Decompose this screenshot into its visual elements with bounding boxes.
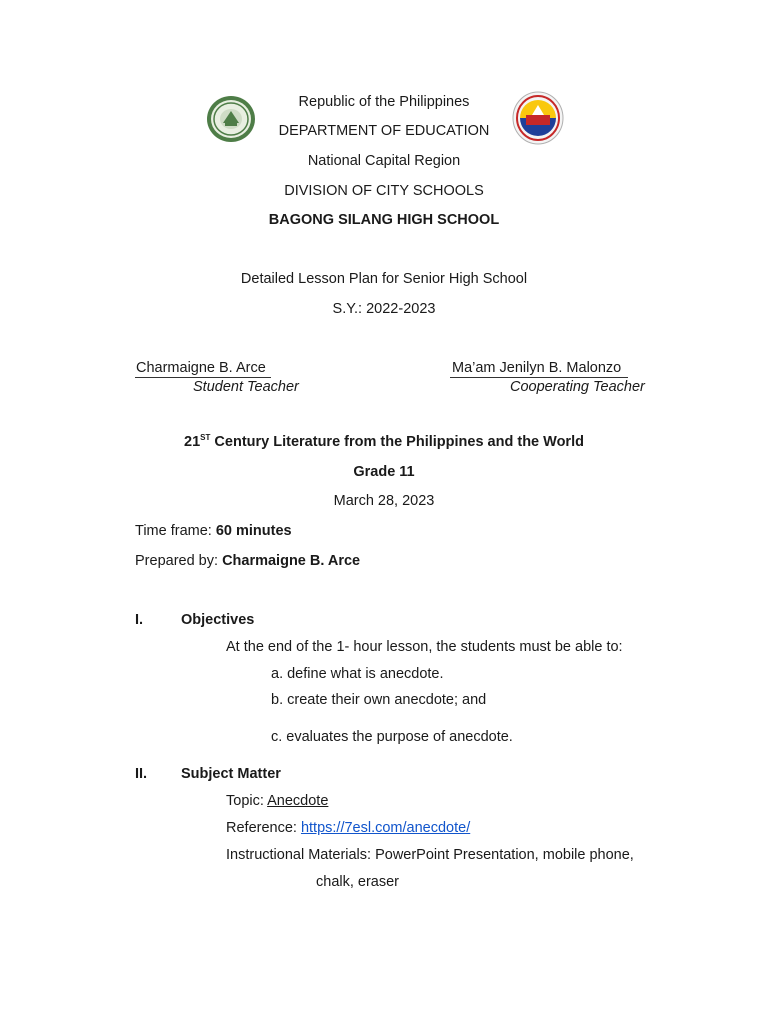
cooperating-signature-line [450,377,628,378]
school-name: BAGONG SILANG HIGH SCHOOL [268,212,500,228]
objective-item: b. create their own anecdote; and [271,692,487,708]
school-year: S.Y.: 2022-2023 [332,301,436,317]
reference-line: Reference: https://7esl.com/anecdote/ [226,820,471,836]
lesson-date: March 28, 2023 [333,493,435,509]
cooperating-teacher-name: Ma’am Jenilyn B. Malonzo [452,360,622,376]
header-region: National Capital Region [307,153,461,169]
header-division: DIVISION OF CITY SCHOOLS [284,183,484,199]
cooperating-teacher-role: Cooperating Teacher [510,379,645,395]
objectives-intro: At the end of the 1- hour lesson, the students must be able to: [226,639,623,655]
objective-item: c. evaluates the purpose of anecdote. [271,729,513,745]
reference-link[interactable]: https://7esl.com/anecdote/ [300,820,471,836]
section-heading-subject: Subject Matter [181,766,281,782]
header-republic: Republic of the Philippines [298,94,470,110]
section-heading-objectives: Objectives [181,612,255,628]
section-numeral-subject: II. [135,766,148,782]
materials-line-continued: chalk, eraser [316,874,400,890]
time-frame: Time frame: 60 minutes [135,523,292,539]
plan-title: Detailed Lesson Plan for Senior High School [240,271,528,287]
topic-value: Anecdote [267,793,329,809]
course-title: 21ST Century Literature from the Philippines and the World [184,433,584,450]
student-signature-line [135,377,271,378]
prepared-by: Prepared by: Charmaigne B. Arce [135,553,361,569]
topic-line: Topic: Anecdote [226,793,329,809]
objective-item: a. define what is anecdote. [271,666,444,682]
student-teacher-name: Charmaigne B. Arce [136,360,266,376]
header-department: DEPARTMENT OF EDUCATION [278,123,490,139]
grade-level: Grade 11 [353,464,415,480]
materials-line: Instructional Materials: PowerPoint Presentation, mobile phone, [226,847,634,863]
student-teacher-role: Student Teacher [193,379,299,395]
section-numeral-objectives: I. [135,612,144,628]
